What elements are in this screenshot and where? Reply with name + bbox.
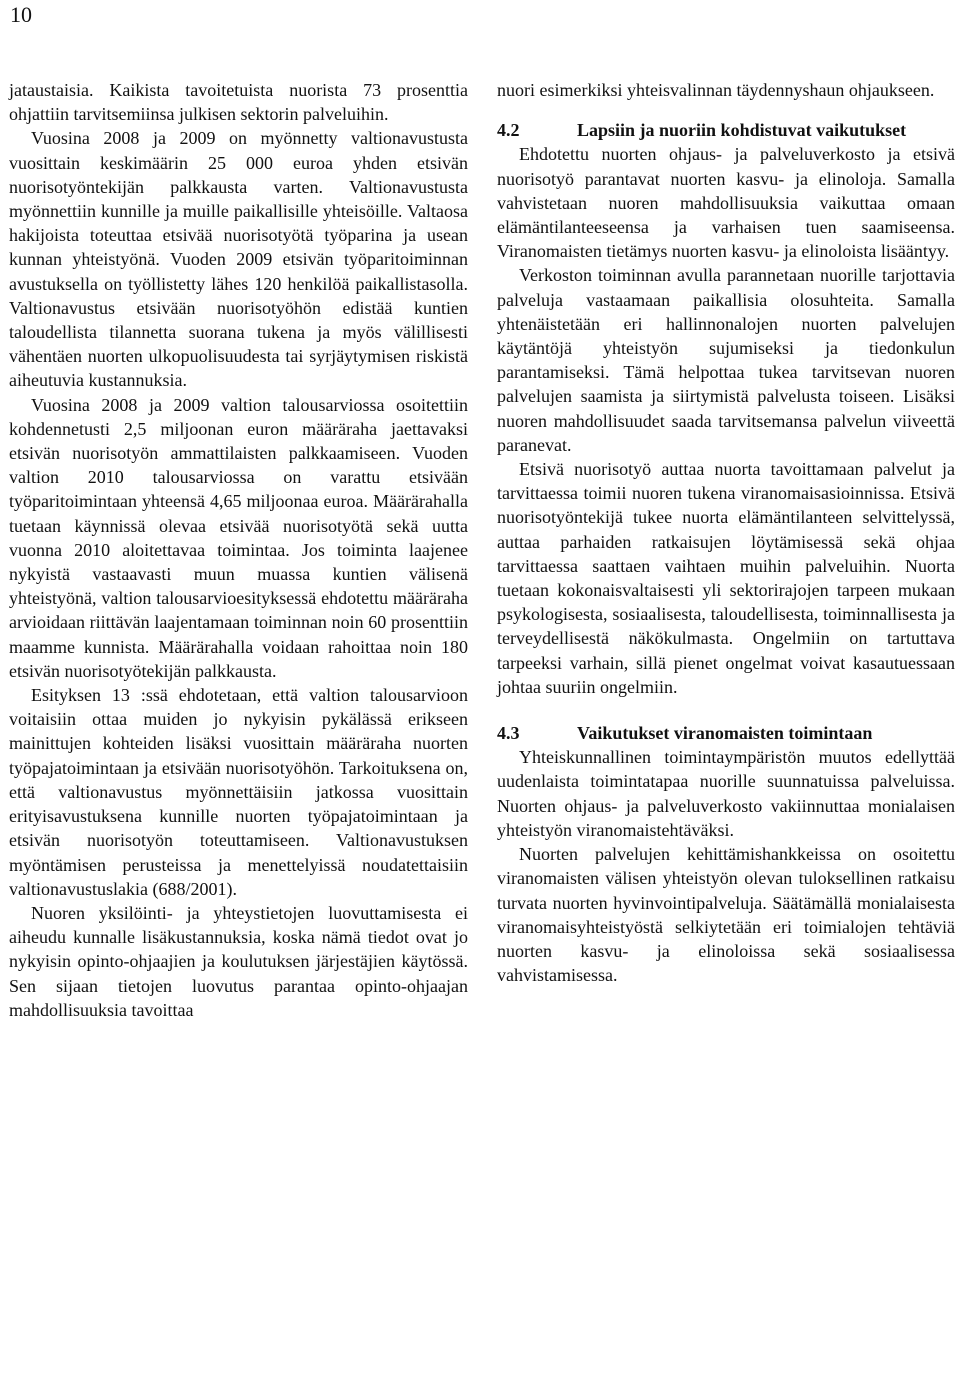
left-paragraph-5: Nuoren yksilöinti- ja yhteystietojen luovuttamisesta ei aiheudu kunnalle lisäkustannuksia, koska nämä tiedot ovat jo nykyisin opinto-ohjaajien ja koulutuksen järjestäjien käytössä. Sen sijaan tietojen luovutus parantaa opinto-ohjaajan mahdollisuuksia tavoittaa: [9, 902, 468, 1020]
left-paragraph-3: Vuosina 2008 ja 2009 valtion talousarviossa osoitettiin kohdennetusti 2,5 miljoonan euron määräraha jaettavaksi etsivän nuorisotyön ammattilaisten palkkaamiseen. Vuoden valtion 2010 talousarviossa on varattu etsivään työparitoimintaan yhteensä 4,65 miljoonaa euroa. Määrärahalla tuetaan käynnissä olevaa etsivää nuorisotyötä sekä uutta vuonna 2010 aloitettavaa toimintaa. Jos toiminta laajenee nykyistä vastaavasti muun muassa kuntien välisenä yhteistyönä, valtion talousarvioesityksessä ehdotettu määräraha arvioidaan riittävän laajentamaan toiminnan noin 60 prosenttiin maamme kunnista. Määrärahalla voidaan rahoittaa noin 180 etsivän nuorisotyötekijän palkkausta.: [9, 394, 468, 681]
left-paragraph-1: jataustaisia. Kaikista tavoitetuista nuorista 73 prosenttia ohjattiin tarvitsemiinsa julkisen sektorin palveluihin.: [9, 80, 468, 125]
section-number: 4.3: [497, 723, 520, 744]
section-4-2-paragraph-3: Etsivä nuorisotyö auttaa nuorta tavoittamaan palvelut ja tarvittaessa toimii nuoren tukena viranomaisasioinnissa. Etsivä nuorisotyöntekijä tukee nuorta elämäntilanteen selvittelyssä, auttaa parhaiden ratkaisujen löytämisessä sekä ohjaa tarvittaessa saattaen vaihtaen muihin palveluihin. Nuorta tuetaan kokonaisvaltaisesti yli sektorirajojen tarpeen mukaan psykologisesta, sosiaalisesta, taloudellisesta, toiminnallisesta ja terveydellisestä näkökulmasta. Ongelmiin on tartuttava tarpeeksi varhain, sillä pienet ongelmat voivat kasautuessaan johtaa suuriin ongelmiin.: [497, 459, 955, 697]
section-4-3-heading: [497, 721, 955, 745]
section-4-3-paragraph-1: Yhteiskunnallinen toimintaympäristön muutos edellyttää uudenlaista toimintatapaa nuorille suunnatuissa palveluissa. Nuorten ohjaus- ja palveluverkosto vakiinnuttaa monialaisen yhteistyön viranomaistehtäväksi.: [497, 747, 955, 840]
right-column: [497, 78, 955, 987]
section-title: Vaikutukset viranomaisten toimintaan: [577, 723, 873, 744]
section-title: Lapsiin ja nuoriin kohdistuvat vaikutukset: [577, 120, 907, 141]
section-4-3-paragraph-2: Nuorten palvelujen kehittämishankkeissa on osoitettu viranomaisten välisen yhteistyön olevan tuloksellinen ratkaisu turvata nuorten hyvinvointipalveluja. Säätämällä monialaisesta viranomaisyhteistyöstä selkiytetään eri toimialojen tehtäviä nuorten kasvu- ja elinoloissa sekä sosiaalisessa vahvistamisessa.: [497, 844, 955, 986]
left-column: [9, 78, 468, 1022]
left-paragraph-4: Esityksen 13 :ssä ehdotetaan, että valtion talousarvioon voitaisiin ottaa muiden jo nykyisin pykälässä erikseen mainittujen kohteiden lisäksi vuosittain määräraha nuorten työpajatoimintaan ja etsivään nuorisotyöhön. Tarkoituksena on, että valtionavustus myönnettäisiin jatkossa vuosittain erityisavustuksena kunnille nuorten työpajatoimintaan ja etsivän nuorisotyön toteuttamiseen. Valtionavustuksen myöntämisen perusteissa ja menettelyissä noudatettaisiin valtionavustuslakia (688/2001).: [9, 685, 468, 899]
left-paragraph-2: Vuosina 2008 ja 2009 on myönnetty valtionavustusta vuosittain keskimäärin 25 000 euroa yhden etsivän nuorisotyöntekijän palkkausta varten. Valtionavustusta myönnettiin kunnille ja muille paikallisille yhteisöille. Valtaosa hakijoista toteuttaa etsivää nuorisotyötä työparina ja usean kunnan yhteistyönä. Vuoden 2009 etsivän työparitoiminnan avustuksella on työllistetty lähes 120 henkilöä paikallistasolla. Valtionavustus etsivään nuorisotyöhön edistää kuntien taloudellista tilannetta suorana tukena ja myös välillisesti vähentäen nuorten ulkopuolisuudesta tai syrjäytymisen riskistä aiheutuvia kustannuksia.: [9, 128, 468, 391]
section-number: 4.2: [497, 120, 520, 141]
right-intro-paragraph: nuori esimerkiksi yhteisvalinnan täydennyshaun ohjaukseen.: [497, 80, 935, 100]
section-4-2-paragraph-1: Ehdotettu nuorten ohjaus- ja palveluverkosto ja etsivä nuorisotyö parantavat nuorten kasvu- ja elinoloja. Samalla vahvistetaan nuoren mahdollisuuksia vaikuttaa omaan elämäntilanteeseensa ja varhaisen tuen saamiseensa. Viranomaisten tietämys nuorten kasvu- ja elinoloista lisääntyy.: [497, 144, 955, 262]
section-4-2-paragraph-2: Verkoston toiminnan avulla parannetaan nuorille tarjottavia palveluja vastaamaan paikallisia olosuhteita. Samalla yhtenäistetään eri hallinnonalojen nuorten palvelujen käytäntöjä yhteistyön sujumiseksi ja tiedonkulun parantamiseksi. Tämä helpottaa tukea tarvitsevan nuoren palvelujen saamista ja siirtymistä palvelusta toiseen. Lisäksi nuoren mahdollisuudet saada tarvitsemansa palvelun viiveettä paranevat.: [497, 265, 955, 455]
section-4-2-heading: [497, 118, 955, 142]
page-number: 10: [10, 2, 32, 27]
